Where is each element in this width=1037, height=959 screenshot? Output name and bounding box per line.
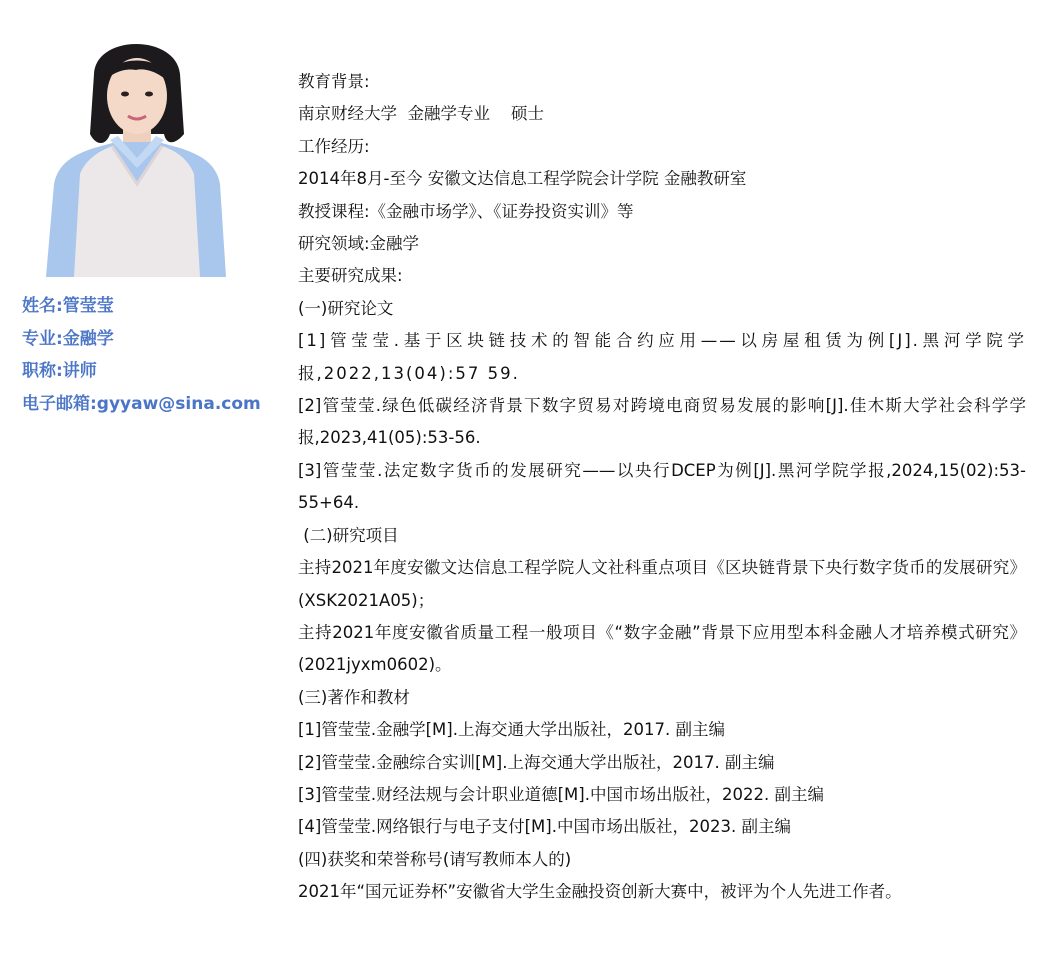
profile-email: 电子邮箱:gyyaw@sina.com [22, 393, 261, 414]
education-detail: 南京财经大学 金融学专业 硕士 [298, 104, 544, 124]
paper-item: [1]管莹莹.基于区块链技术的智能合约应用——以房屋租赁为例[J].黑河学院学报,2022,13(04):57 59. [298, 331, 1026, 383]
paper-item: [2]管莹莹.绿色低碳经济背景下数字贸易对跨境电商贸易发展的影响[J].佳木斯大学社会科学学报,2023,41(05):53-56. [298, 396, 1026, 448]
books-heading: (三)著作和教材 [298, 687, 410, 707]
work-heading: 工作经历: [298, 136, 370, 156]
profile-major: 专业:金融学 [22, 328, 114, 349]
projects-heading: (二)研究项目 [298, 525, 399, 545]
profile-sidebar [0, 0, 280, 959]
profile-details [298, 66, 1026, 909]
profile-title: 职称:讲师 [22, 361, 97, 381]
papers-heading: (一)研究论文 [298, 298, 394, 318]
book-item: [4]管莹莹.网络银行与电子支付[M].中国市场出版社，2023. 副主编 [298, 817, 791, 837]
book-item: [1]管莹莹.金融学[M].上海交通大学出版社，2017. 副主编 [298, 720, 725, 740]
achievements-heading: 主要研究成果: [298, 266, 403, 286]
portrait-image [46, 34, 226, 277]
paper-item: [3]管莹莹.法定数字货币的发展研究——以央行DCEP为例[J].黑河学院学报,2024,15(02):53-55+64. [298, 460, 1026, 513]
project-item: 主持2021年度安徽省质量工程一般项目《“数字金融”背景下应用型本科金融人才培养模式研究》(2021jyxm0602)。 [298, 622, 1026, 675]
book-item: [2]管莹莹.金融综合实训[M].上海交通大学出版社，2017. 副主编 [298, 752, 775, 772]
profile-photo [46, 34, 226, 277]
courses-line: 教授课程:《金融市场学》、《证券投资实训》等 [298, 201, 634, 221]
project-item: 主持2021年度安徽文达信息工程学院人文社科重点项目《区块链背景下央行数字货币的发展研究》(XSK2021A05)； [298, 558, 1026, 610]
book-item: [3]管莹莹.财经法规与会计职业道德[M].中国市场出版社，2022. 副主编 [298, 784, 824, 804]
work-detail: 2014年8月-至今 安徽文达信息工程学院会计学院 金融教研室 [298, 169, 747, 189]
awards-heading: (四)获奖和荣誉称号(请写教师本人的) [298, 849, 572, 869]
education-heading: 教育背景: [298, 72, 370, 91]
award-item: 2021年“国元证券杯”安徽省大学生金融投资创新大赛中，被评为个人先进工作者。 [298, 882, 902, 902]
research-field-line: 研究领域:金融学 [298, 234, 420, 254]
profile-name: 姓名:管莹莹 [22, 296, 114, 316]
profile-info-list [22, 290, 261, 420]
